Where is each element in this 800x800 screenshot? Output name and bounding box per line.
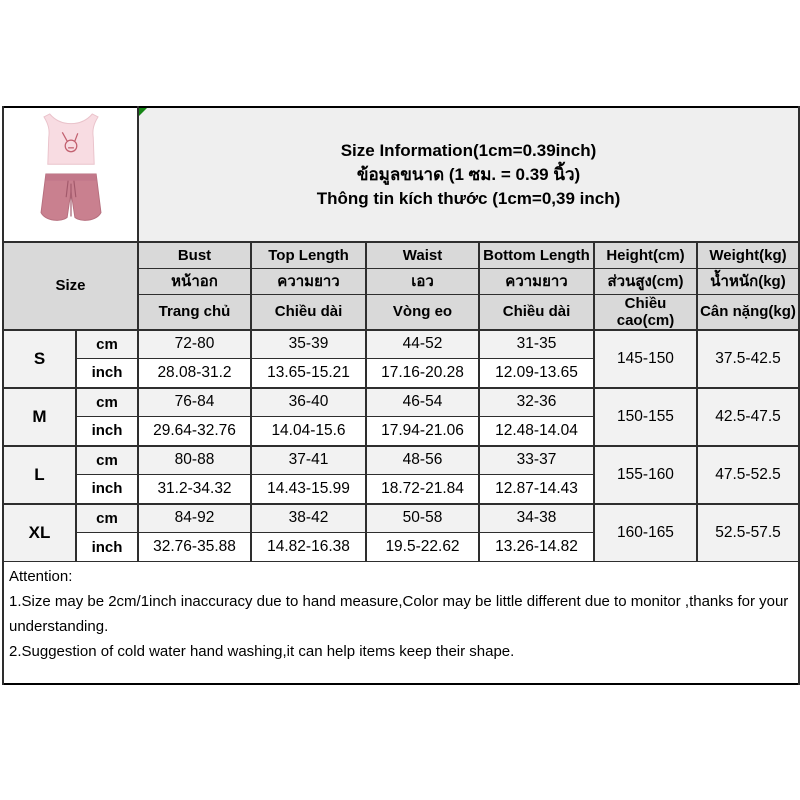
unit-label-cm: cm <box>76 504 138 533</box>
title-thai: ข้อมูลขนาด (1 ซม. = 0.39 นิ้ว) <box>356 164 581 184</box>
cell-m-weight: 42.5-47.5 <box>697 388 799 446</box>
cell-l-bottom-length-cm: 33-37 <box>479 446 594 475</box>
col-header-weight-en: Weight(kg) <box>697 242 799 268</box>
cell-xl-top-length-cm: 38-42 <box>251 504 366 533</box>
title-english: Size Information(1cm=0.39inch) <box>340 140 597 160</box>
attention-title: Attention: <box>9 568 73 585</box>
cell-xl-bust-inch: 32.76-35.88 <box>138 533 251 562</box>
table-row <box>3 388 799 417</box>
cell-m-bottom-length-cm: 32-36 <box>479 388 594 417</box>
cell-m-bust-cm: 76-84 <box>138 388 251 417</box>
attention-line-1: 1.Size may be 2cm/1inch inaccuracy due to hand measure,Color may be little different due to monitor ,thanks for your understanding. <box>9 593 789 635</box>
title-cell <box>138 107 799 242</box>
col-header-waist-th: เอว <box>366 268 479 294</box>
cell-l-waist-cm: 48-56 <box>366 446 479 475</box>
cell-xl-top-length-inch: 14.82-16.38 <box>251 533 366 562</box>
cell-l-bust-inch: 31.2-34.32 <box>138 475 251 504</box>
product-image-cell <box>3 107 138 242</box>
cell-l-top-length-cm: 37-41 <box>251 446 366 475</box>
col-header-top-length-en: Top Length <box>251 242 366 268</box>
cell-l-top-length-inch: 14.43-15.99 <box>251 475 366 504</box>
cell-xl-waist-inch: 19.5-22.62 <box>366 533 479 562</box>
table-row <box>3 446 799 475</box>
col-header-top-length-vi: Chiều dài <box>251 294 366 330</box>
tank-top-shape <box>43 114 97 164</box>
attention-line-2: 2.Suggestion of cold water hand washing,it can help items keep their shape. <box>9 643 515 660</box>
cell-corner-marker-icon <box>139 108 147 116</box>
table-row <box>3 504 799 533</box>
cell-m-bottom-length-inch: 12.48-14.04 <box>479 417 594 446</box>
col-header-top-length-th: ความยาว <box>251 268 366 294</box>
size-column-header: Size <box>3 242 138 330</box>
cell-m-waist-cm: 46-54 <box>366 388 479 417</box>
cell-m-top-length-cm: 36-40 <box>251 388 366 417</box>
cell-s-bust-inch: 28.08-31.2 <box>138 359 251 388</box>
col-header-bust-th: หน้าอก <box>138 268 251 294</box>
cell-s-waist-cm: 44-52 <box>366 330 479 359</box>
cell-xl-weight: 52.5-57.5 <box>697 504 799 562</box>
cell-xl-bust-cm: 84-92 <box>138 504 251 533</box>
unit-label-inch: inch <box>76 417 138 446</box>
cell-m-waist-inch: 17.94-21.06 <box>366 417 479 446</box>
cell-m-height: 150-155 <box>594 388 697 446</box>
cell-l-bust-cm: 80-88 <box>138 446 251 475</box>
unit-label-cm: cm <box>76 388 138 417</box>
cell-l-bottom-length-inch: 12.87-14.43 <box>479 475 594 504</box>
cell-xl-bottom-length-cm: 34-38 <box>479 504 594 533</box>
cell-m-bust-inch: 29.64-32.76 <box>138 417 251 446</box>
cell-l-weight: 47.5-52.5 <box>697 446 799 504</box>
shorts-waistband <box>45 174 95 181</box>
unit-label-cm: cm <box>76 446 138 475</box>
size-chart-table <box>2 106 800 685</box>
cell-xl-bottom-length-inch: 13.26-14.82 <box>479 533 594 562</box>
title-vietnamese: Thông tin kích thước (1cm=0,39 inch) <box>316 188 621 208</box>
cell-s-waist-inch: 17.16-20.28 <box>366 359 479 388</box>
cell-s-height: 145-150 <box>594 330 697 388</box>
cell-s-weight: 37.5-42.5 <box>697 330 799 388</box>
cell-m-top-length-inch: 14.04-15.6 <box>251 417 366 446</box>
cell-xl-height: 160-165 <box>594 504 697 562</box>
cell-s-top-length-inch: 13.65-15.21 <box>251 359 366 388</box>
col-header-bottom-length-en: Bottom Length <box>479 242 594 268</box>
cell-s-bottom-length-inch: 12.09-13.65 <box>479 359 594 388</box>
col-header-waist-vi: Vòng eo <box>366 294 479 330</box>
col-header-weight-vi: Cân nặng(kg) <box>697 294 799 330</box>
col-header-bust-en: Bust <box>138 242 251 268</box>
attention-note <box>3 562 799 684</box>
size-label-m: M <box>3 388 76 446</box>
unit-label-cm: cm <box>76 330 138 359</box>
size-label-l: L <box>3 446 76 504</box>
col-header-bottom-length-vi: Chiều dài <box>479 294 594 330</box>
col-header-waist-en: Waist <box>366 242 479 268</box>
col-header-bust-vi: Trang chủ <box>138 294 251 330</box>
col-header-height-th: ส่วนสูง(cm) <box>594 268 697 294</box>
cell-s-bust-cm: 72-80 <box>138 330 251 359</box>
col-header-bottom-length-th: ความยาว <box>479 268 594 294</box>
product-image <box>13 108 129 236</box>
col-header-height-en: Height(cm) <box>594 242 697 268</box>
size-label-s: S <box>3 330 76 388</box>
unit-label-inch: inch <box>76 359 138 388</box>
col-header-weight-th: น้ำหนัก(kg) <box>697 268 799 294</box>
col-header-height-vi: Chiều cao(cm) <box>594 294 697 330</box>
cell-s-top-length-cm: 35-39 <box>251 330 366 359</box>
unit-label-inch: inch <box>76 533 138 562</box>
cell-s-bottom-length-cm: 31-35 <box>479 330 594 359</box>
unit-label-inch: inch <box>76 475 138 504</box>
table-row <box>3 330 799 359</box>
cell-xl-waist-cm: 50-58 <box>366 504 479 533</box>
size-label-xl: XL <box>3 504 76 562</box>
cell-l-waist-inch: 18.72-21.84 <box>366 475 479 504</box>
cell-l-height: 155-160 <box>594 446 697 504</box>
